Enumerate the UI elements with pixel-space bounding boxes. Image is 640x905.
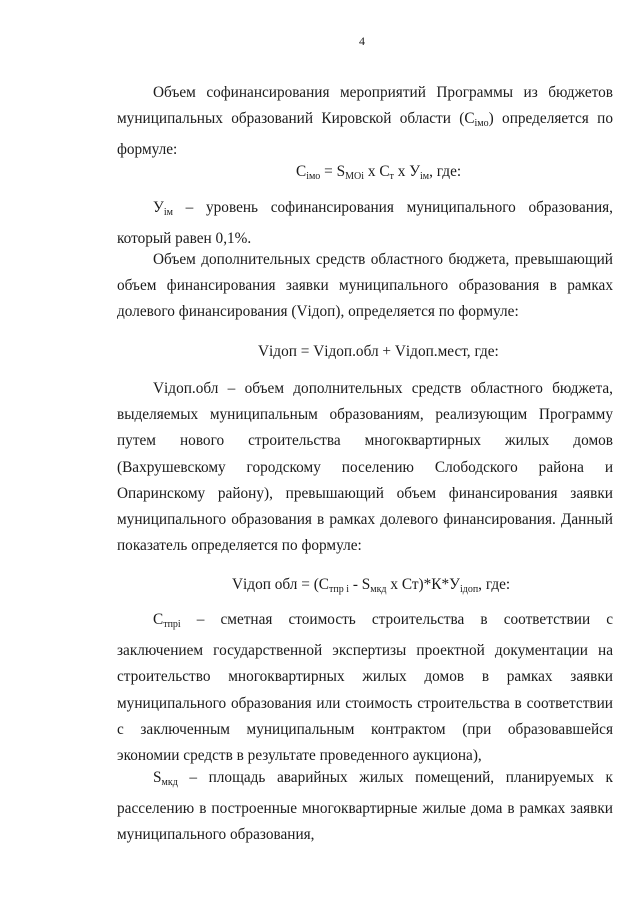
- formula-part: х Ст)*К*У: [386, 576, 460, 593]
- formula-sub: iдоп: [459, 584, 479, 595]
- formula-part: - S: [349, 576, 371, 593]
- text: – площадь аварийных жилых помещений, планируемых к расселению в построенные многоквартирные жилые дома в рамках заявки муниципального образования,: [117, 769, 613, 844]
- formula-cimo: [0, 161, 640, 188]
- paragraph-cofinancing-volume: [117, 80, 613, 164]
- paragraph-additional-funds: Объем дополнительных средств областного бюджета, превышающий объем финансирования заявки муниципального образования в рамках долевого финансирования (Vідоп), определяется по формуле:: [117, 251, 613, 321]
- formula-sub: т: [389, 171, 394, 182]
- text: Объем софинансирования мероприятий Программы из бюджетов муниципальных образований Кировской области (С: [117, 84, 613, 128]
- formula-sub: iмо: [306, 171, 321, 182]
- subscript: тпрi: [163, 619, 181, 630]
- text: С: [153, 611, 164, 628]
- formula-sub: MOi: [345, 171, 365, 182]
- page-number: 4: [359, 34, 365, 48]
- formula-part: = S: [320, 163, 346, 180]
- subscript: iмо: [474, 118, 489, 130]
- paragraph-level-definition: [117, 195, 613, 252]
- formula-part: С: [296, 163, 307, 180]
- formula-part: х С: [364, 163, 390, 180]
- formula-vidop: Vідоп = Vідоп.обл + Vідоп.мест, где:: [258, 343, 499, 360]
- formula-part: Vідоп обл = (С: [232, 576, 329, 593]
- formula-vidop-obl: [0, 574, 640, 601]
- text: ) определяется по формуле:: [117, 110, 613, 159]
- paragraph-vidop-obl-definition: Vідоп.обл – объем дополнительных средств областного бюджета, выделяемых муниципальным образованиям, реализующим Программу путем нового строительства многоквартирных жилых домов (Вахрушевскому городскому поселению Слободского района и Опаринскому району), превышающий объем финансирования заявки муниципального образования в рамках долевого финансирования. Данный показатель определяется по формуле:: [117, 380, 613, 555]
- text: – сметная стоимость строительства в соответствии с заключением государственной экспертизы проектной документации на строительство многоквартирных жилых домов в рамках заявки муниципального образования или стоимость строительства в соответствии с заключенным муниципальным контрактом (при образовавшейся экономии средств в результате проведенного аукциона),: [117, 611, 613, 765]
- formula-part: х У: [393, 163, 421, 180]
- formula-sub: тпр і: [329, 584, 349, 595]
- paragraph-smkd-definition: [117, 765, 613, 849]
- formula-sub: мкд: [370, 584, 387, 595]
- subscript: iм: [163, 207, 173, 218]
- formula-part: , где:: [478, 576, 511, 593]
- text: У: [153, 199, 164, 216]
- subscript: мкд: [161, 777, 178, 788]
- text: – уровень софинансирования муниципального образования, который равен 0,1%.: [117, 199, 613, 248]
- text: S: [153, 769, 162, 786]
- formula-part: , где:: [429, 163, 462, 180]
- formula-sub: iм: [420, 171, 430, 182]
- paragraph-ctpri-definition: [117, 607, 613, 769]
